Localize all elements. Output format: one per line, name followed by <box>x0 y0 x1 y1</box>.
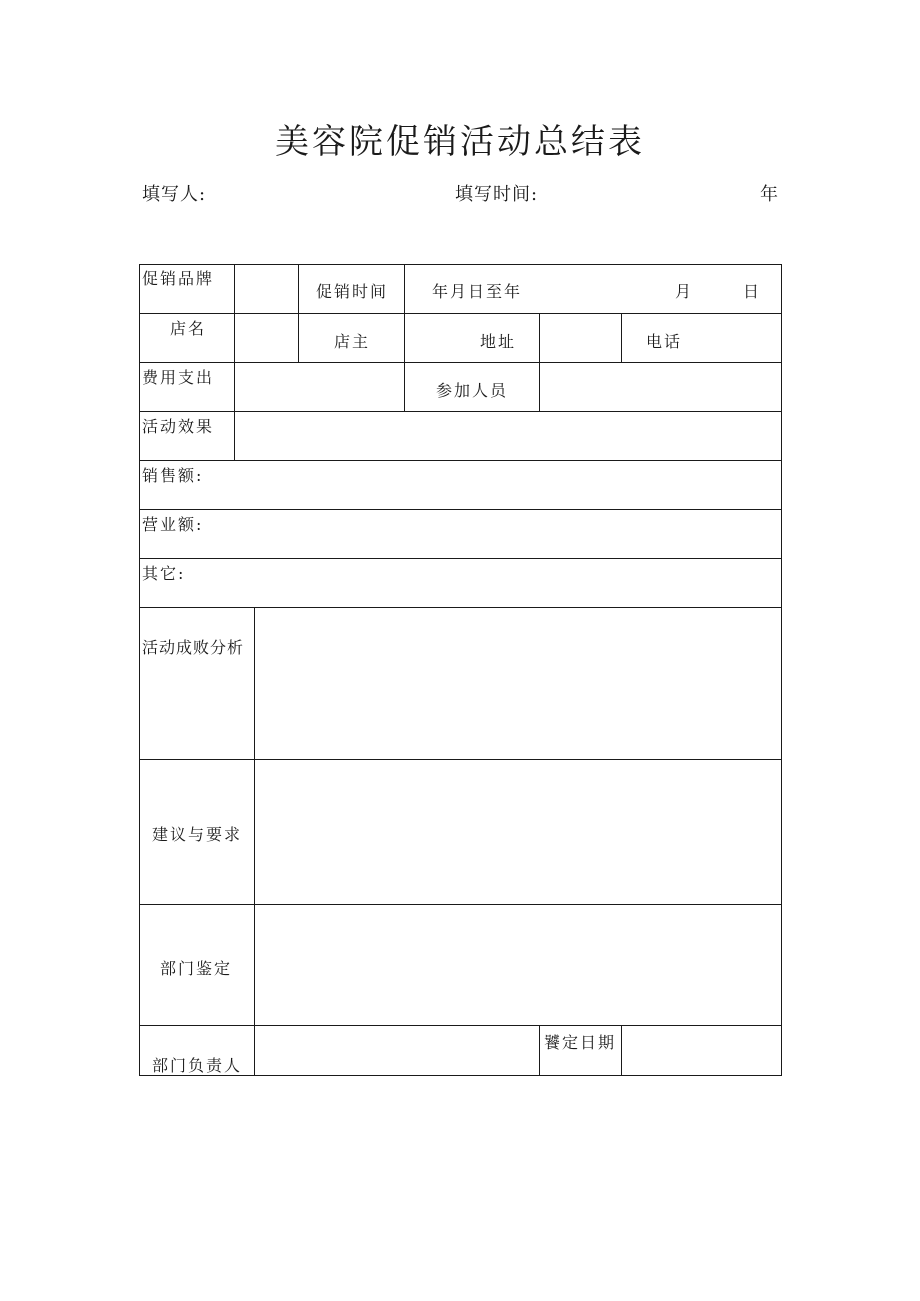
analysis-label: 活动成败分析 <box>142 638 245 657</box>
col-divider <box>234 264 235 460</box>
fill-time-label: 填写时间: <box>455 184 539 205</box>
row-divider <box>139 759 782 760</box>
page-title: 美容院促销活动总结表 <box>275 122 645 162</box>
col-divider <box>298 264 299 362</box>
brand-label: 促销品牌 <box>142 269 215 288</box>
effect-label: 活动效果 <box>142 417 215 436</box>
col-divider <box>621 313 622 362</box>
phone-label: 电话 <box>646 332 683 351</box>
table-border-right <box>781 264 782 1076</box>
turnover-label: 营业额: <box>142 515 204 534</box>
dept-eval-label: 部门鉴定 <box>160 959 233 978</box>
col-divider <box>539 313 540 411</box>
row-divider <box>139 509 782 510</box>
col-divider <box>254 607 255 1075</box>
address-label: 地址 <box>480 332 517 351</box>
row-divider <box>139 558 782 559</box>
participants-label: 参加人员 <box>436 381 509 400</box>
filler-label: 填写人: <box>142 184 207 205</box>
col-divider <box>621 1025 622 1075</box>
col-divider <box>539 1025 540 1075</box>
row-divider <box>139 411 782 412</box>
row-divider <box>139 607 782 608</box>
col-divider <box>404 264 405 411</box>
other-label: 其它: <box>142 564 186 583</box>
suggestion-label: 建议与要求 <box>152 825 243 844</box>
sales-label: 销售额: <box>142 466 204 485</box>
table-border-top <box>139 264 782 265</box>
promo-time-label: 促销时间 <box>316 282 389 301</box>
expense-label: 费用支出 <box>142 368 215 387</box>
month-label: 月 <box>675 282 694 301</box>
dept-head-label: 部门负责人 <box>152 1056 243 1075</box>
row-divider <box>139 904 782 905</box>
eval-date-label: 饕定日期 <box>544 1033 617 1052</box>
row-divider <box>139 313 782 314</box>
owner-label: 店主 <box>334 332 371 351</box>
day-label: 日 <box>743 282 762 301</box>
year-label: 年 <box>760 184 779 205</box>
store-name-label: 店名 <box>170 319 207 338</box>
table-border-left <box>139 264 140 1076</box>
row-divider <box>139 460 782 461</box>
row-divider <box>139 1025 782 1026</box>
date-range-text: 年月日至年 <box>432 282 523 301</box>
row-divider <box>139 362 782 363</box>
